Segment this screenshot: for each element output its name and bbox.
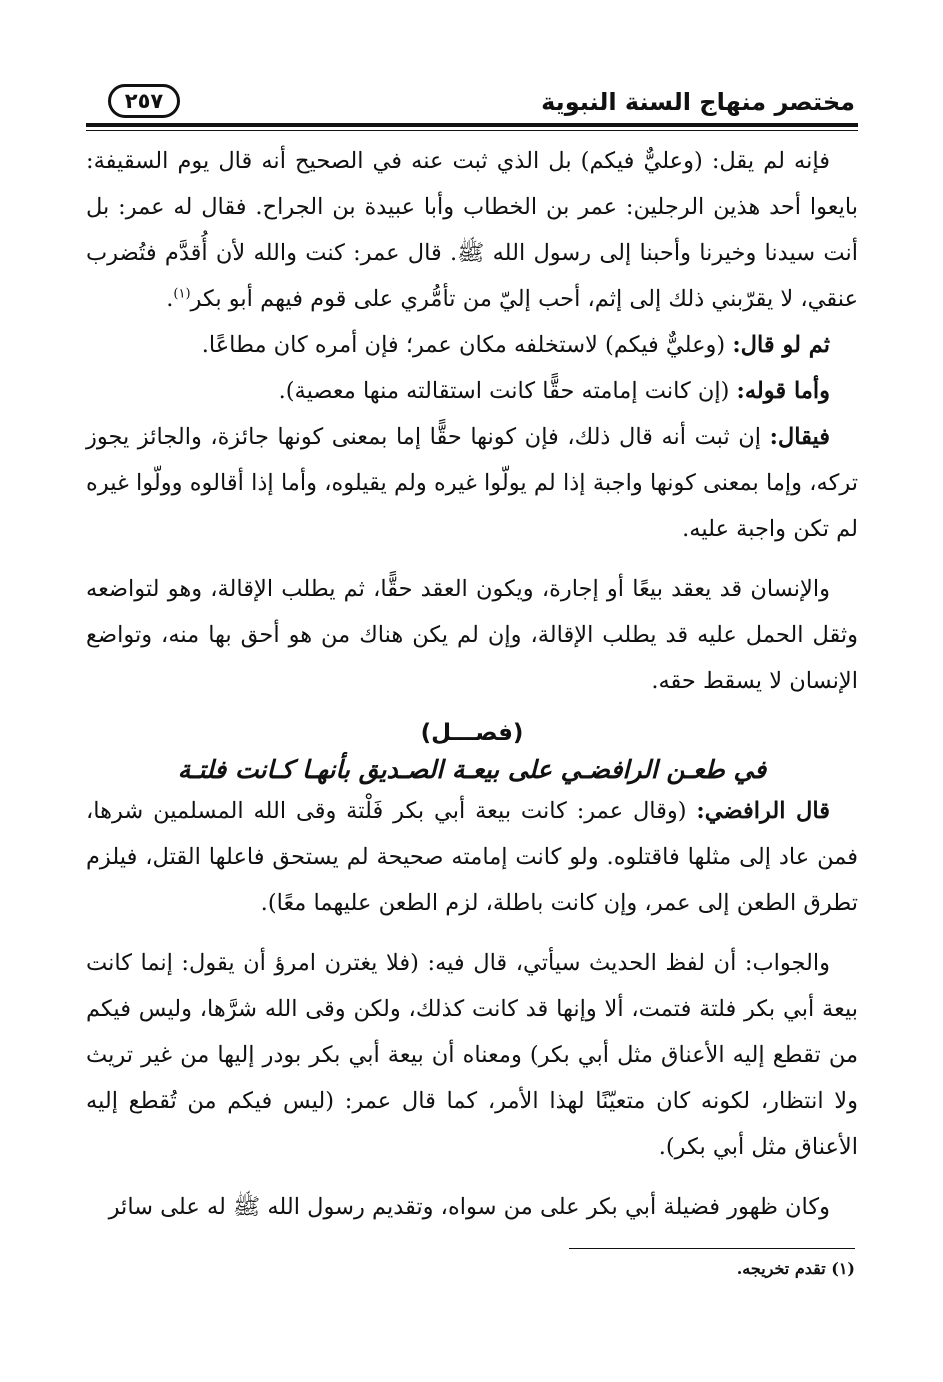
paragraph-text: (إن كانت إمامته حقًّا كانت استقالته منها معصية). [278, 378, 737, 404]
paragraph: فإنه لم يقل: (وعليٌّ فيكم) بل الذي ثبت عنه في الصحيح أنه قال يوم السقيفة: بايعوا أحد هذين الرجلين: عمر بن الخطاب وأبا عبيدة بن الجراح. فقال له عمر: بل أنت سيدنا وخيرنا وأحبنا إلى رسول الله ﷺ. قال عمر: كنت والله لأن أُقدَّم فتُضرب عنقي، لا يقرّبني ذلك إلى إثم، أحب إليّ من تأمُّري على قوم فيهم أبو بكر$^{(١)}$. [86, 148, 858, 312]
section-label: (فصـــل) [420, 720, 524, 746]
footnote-separator [569, 1248, 855, 1249]
footnote-reference: (١) [173, 286, 191, 302]
paragraph-text: (وعليٌّ فيكم) لاستخلفه مكان عمر؛ فإن أمره كان مطاعًا. [201, 332, 733, 358]
paragraph [86, 788, 858, 926]
paragraph-text: فإنه لم يقل: (وعليٌّ فيكم) بل الذي ثبت عنه في الصحيح أنه قال يوم السقيفة: بايعوا أحد هذين الرجلين: عمر بن الخطاب وأبا عبيدة بن الجراح. فقال له عمر: بل أنت سيدنا وخيرنا وأحبنا إلى رسول الله ﷺ. قال عمر: كنت والله لأن أُقدَّم فتُضرب عنقي، لا يقرّبني ذلك إلى إثم، أحب إليّ من تأمُّري على قوم فيهم أبو بكر [86, 148, 858, 312]
header-rule-thin [86, 130, 858, 131]
paragraph [86, 368, 858, 414]
body-text [86, 138, 858, 1230]
footnote: (١) تقدم تخريجه. [736, 1259, 855, 1278]
paragraph: والإنسان قد يعقد بيعًا أو إجارة، ويكون العقد حقًّا، ثم يطلب الإقالة، وهو لتواضعه وثقل الحمل عليه قد يطلب الإقالة، وإن لم يكن هناك من هو أحق بها منه، وتواضع الإنسان لا يسقط حقه. [86, 576, 859, 694]
section-title: في طعـن الرافضـي على بيعـة الصـديق بأنهـا كـانت فلتـة [177, 755, 767, 784]
page-number-badge: ٢٥٧ [108, 84, 180, 118]
paragraph-lead: وأما قوله: [736, 378, 830, 404]
paragraph-text: إن ثبت أنه قال ذلك، فإن كونها حقًّا إما بمعنى كونها جائزة، والجائز يجوز تركه، وإما بمعنى كونها واجبة إذا لم يولّوا غيره ولم يقيلوه، وأما إذا أقالوه وولّوا غيره لم تكن واجبة عليه. [86, 424, 858, 542]
paragraph [86, 414, 858, 552]
paragraph [86, 322, 858, 368]
paragraph: والجواب: أن لفظ الحديث سيأتي، قال فيه: (فلا يغترن امرؤ أن يقول: إنما كانت بيعة أبي بكر فلتة فتمت، ألا وإنها قد كانت كذلك، ولكن وقى الله شرَّها، وليس فيكم من تقطع إليه الأعناق مثل أبي بكر) ومعناه أن بيعة أبي بكر بودر إليها من غير تريث ولا انتظار، لكونه كان متعيّنًا لهذا الأمر، كما قال عمر: (ليس فيكم من تُقطع إليه الأعناق مثل أبي بكر). [86, 950, 858, 1160]
header-rule [86, 123, 858, 127]
paragraph-lead: فيقال: [769, 424, 830, 450]
paragraph: وكان ظهور فضيلة أبي بكر على من سواه، وتقديم رسول الله ﷺ له على سائر [108, 1194, 830, 1220]
paragraph-lead: قال الرافضي: [696, 798, 830, 824]
paragraph-lead: ثم لو قال: [732, 332, 830, 358]
running-header-title: مختصر منهاج السنة النبوية [541, 88, 855, 116]
paragraph-text: (وقال عمر: كانت بيعة أبي بكر فَلْتة وقى الله المسلمين شرها، فمن عاد إلى مثلها فاقتلوه. ولو كانت إمامته صحيحة لم يستحق فاعلها القتل، فيلزم تطرق الطعن إلى عمر، وإن كانت باطلة، لزم الطعن عليهما معًا). [86, 798, 858, 916]
